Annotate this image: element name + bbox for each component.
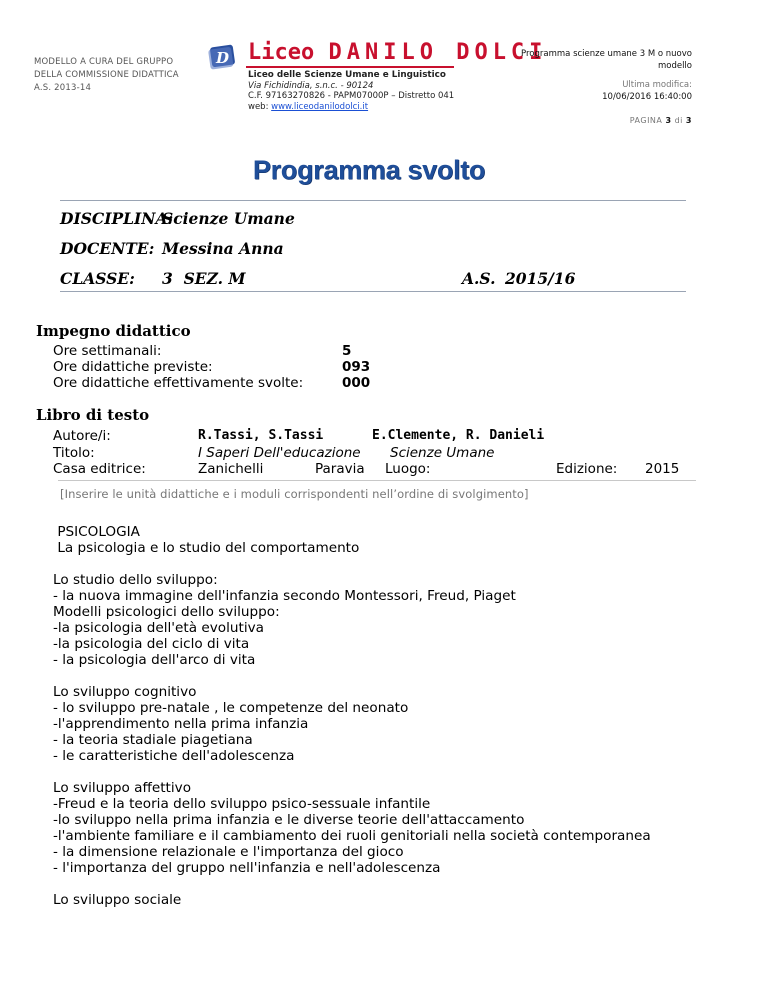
- edizione-label: Edizione:: [556, 461, 618, 477]
- autore-value-2: E.Clemente, R. Danieli: [372, 428, 545, 443]
- impegno-value: 093: [342, 359, 371, 375]
- impegno-label: Ore didattiche previste:: [53, 359, 213, 375]
- header-doc-info: [521, 48, 692, 127]
- classe-label: CLASSE:: [60, 269, 135, 288]
- titolo-label: Titolo:: [53, 445, 95, 461]
- school-web-label: web:: [248, 101, 272, 112]
- content-line: - lo sviluppo pre-natale , le competenze del neonato: [53, 700, 409, 716]
- doc-title-line: modello: [657, 61, 692, 71]
- impegno-label: Ore settimanali:: [53, 343, 162, 359]
- luogo-label: Luogo:: [385, 461, 431, 477]
- program-content: [53, 524, 651, 908]
- impegno-heading: Impegno didattico: [36, 322, 191, 340]
- page-indicator: [521, 115, 692, 127]
- content-line: Lo sviluppo sociale: [53, 892, 182, 908]
- school-logo-icon: [208, 44, 236, 70]
- page-number: 3: [665, 116, 672, 125]
- impegno-label: Ore didattiche effettivamente svolte:: [53, 375, 304, 391]
- content-line: PSICOLOGIA: [53, 524, 140, 540]
- content-line: Lo studio dello sviluppo:: [53, 572, 218, 588]
- content-line: - le caratteristiche dell'adolescenza: [53, 748, 295, 764]
- content-line: - la teoria stadiale piagetiana: [53, 732, 253, 748]
- disciplina-value: Scienze Umane: [162, 209, 295, 228]
- classe-value: 3 SEZ. M: [162, 269, 246, 288]
- titolo-value-2: Scienze Umane: [390, 445, 495, 461]
- libro-divider: [58, 480, 696, 481]
- content-line: -Freud e la teoria dello sviluppo psico-sessuale infantile: [53, 796, 431, 812]
- school-web-link[interactable]: www.liceodanilodolci.it: [271, 101, 369, 112]
- content-line: -la psicologia del ciclo di vita: [53, 636, 250, 652]
- casa-value-2: Paravia: [315, 461, 365, 477]
- docente-label: DOCENTE:: [60, 239, 155, 258]
- content-line: [53, 764, 651, 780]
- impegno-value: 000: [342, 375, 371, 391]
- casa-value-1: Zanichelli: [198, 461, 264, 477]
- header-model-line: MODELLO A CURA DEL GRUPPO: [34, 57, 174, 67]
- content-line: - la dimensione relazionale e l'importanza del gioco: [53, 844, 404, 860]
- last-modified-label: Ultima modifica:: [622, 80, 692, 90]
- school-info: [248, 70, 454, 112]
- school-name-rest: DANILO DOLCI: [328, 40, 548, 65]
- title-divider: [60, 200, 686, 201]
- content-line: Lo sviluppo affettivo: [53, 780, 192, 796]
- page-title: Programma svolto: [252, 155, 486, 185]
- content-line: -lo sviluppo nella prima infanzia e le diverse teorie dell'attaccamento: [53, 812, 525, 828]
- libro-heading: Libro di testo: [36, 406, 150, 424]
- content-line: - la nuova immagine dell'infanzia secondo Montessori, Freud, Piaget: [53, 588, 516, 604]
- content-line: Lo sviluppo cognitivo: [53, 684, 197, 700]
- school-subtitle: Liceo delle Scienze Umane e Linguistico: [248, 70, 446, 80]
- page-of: di: [674, 116, 683, 125]
- impegno-value: 5: [342, 343, 352, 359]
- school-codes: C.F. 97163270826 - PAPM07000P – Distretto 041: [248, 91, 455, 101]
- logo-underline: [246, 66, 454, 68]
- autore-label: Autore/i:: [53, 428, 111, 444]
- header-model-line: DELLA COMMISSIONE DIDATTICA: [34, 70, 179, 80]
- docente-value: Messina Anna: [162, 239, 284, 258]
- instructions-note: [Inserire le unità didattiche e i moduli corrispondenti nell’ordine di svolgimento]: [60, 487, 529, 501]
- content-line: Modelli psicologici dello sviluppo:: [53, 604, 280, 620]
- content-line: [53, 876, 651, 892]
- casa-label: Casa editrice:: [53, 461, 146, 477]
- disciplina-label: DISCIPLINA:: [60, 209, 174, 228]
- content-line: [53, 556, 651, 572]
- edizione-value: 2015: [645, 461, 680, 477]
- last-modified-value: 10/06/2016 16:40:00: [602, 92, 692, 102]
- info-divider: [60, 291, 686, 292]
- content-line: - la psicologia dell'arco di vita: [53, 652, 256, 668]
- page-label: PAGINA: [629, 116, 663, 125]
- as-value: 2015/16: [505, 269, 576, 288]
- as-label: A.S.: [462, 269, 496, 288]
- content-line: La psicologia e lo studio del comportamento: [53, 540, 360, 556]
- header-model-line: A.S. 2013-14: [34, 83, 92, 93]
- page-total: 3: [685, 116, 692, 125]
- header-model-info: [34, 56, 179, 95]
- titolo-value-1: I Saperi Dell'educazione: [198, 445, 361, 461]
- autore-value-1: R.Tassi, S.Tassi: [198, 428, 324, 443]
- school-name-first: Liceo: [248, 40, 315, 65]
- content-line: -l'ambiente familiare e il cambiamento dei ruoli genitoriali nella società contemporanea: [53, 828, 651, 844]
- school-name: [248, 40, 547, 65]
- content-line: - l'importanza del gruppo nell'infanzia e nell'adolescenza: [53, 860, 441, 876]
- content-line: -l'apprendimento nella prima infanzia: [53, 716, 309, 732]
- school-address: Via Fichidindia, s.n.c. - 90124: [248, 80, 374, 91]
- svg-text:D: D: [216, 49, 230, 67]
- doc-title-line: Programma scienze umane 3 M o nuovo: [521, 49, 692, 59]
- content-line: [53, 668, 651, 684]
- content-line: -la psicologia dell'età evolutiva: [53, 620, 264, 636]
- school-web-row: [248, 102, 454, 113]
